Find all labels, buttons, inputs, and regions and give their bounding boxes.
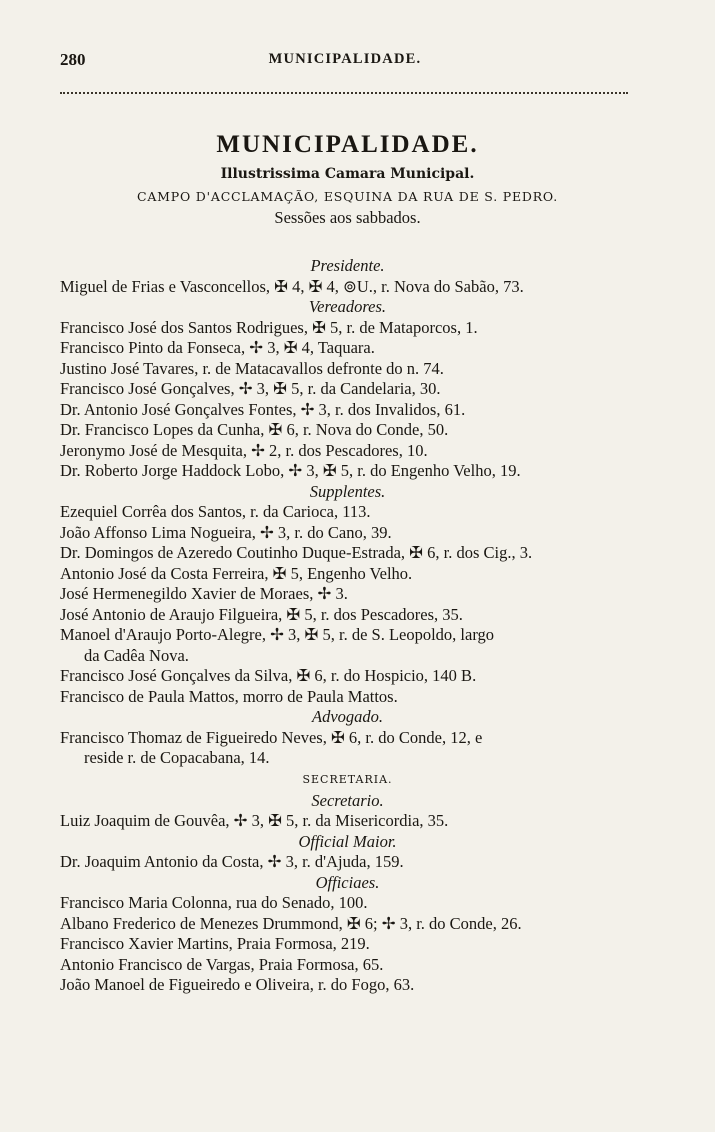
entry-line: Luiz Joaquim de Gouvêa, ✢ 3, ✠ 5, r. da Misericordia, 35. [60, 811, 449, 830]
page-number: 280 [60, 50, 86, 69]
entry-line: Justino José Tavares, r. de Matacavallos defronte do n. 74. [60, 358, 444, 378]
entry-line: Dr. Joaquim Antonio da Costa, ✢ 3, r. d'Ajuda, 159. [60, 852, 404, 871]
section-label: SECRETARIA. [302, 772, 393, 786]
entry-line: Francisco José Gonçalves da Silva, ✠ 6, r. do Hospicio, 140 B. [60, 666, 477, 685]
entry-line: Manoel d'Araujo Porto-Alegre, ✢ 3, ✠ 5, r. de S. Leopoldo, largo [60, 625, 495, 644]
entry-line: João Manoel de Figueiredo e Oliveira, r. do Fogo, 63. [60, 975, 415, 994]
section-label: Supplentes. [309, 481, 386, 501]
entry-line: Dr. Roberto Jorge Haddock Lobo, ✢ 3, ✠ 5, r. do Engenho Velho, 19. [60, 461, 521, 480]
entry-line: Francisco Pinto da Fonseca, ✢ 3, ✠ 4, Taquara. [60, 338, 375, 357]
entry-line: Dr. Antonio José Gonçalves Fontes, ✢ 3, r. dos Invalidos, 61. [60, 399, 466, 419]
entry-line: Francisco de Paula Mattos, morro de Paula Mattos. [60, 686, 398, 706]
section-label: Secretario. [311, 790, 384, 810]
entry-line: Francisco José dos Santos Rodrigues, ✠ 5, r. de Mataporcos, 1. [60, 317, 478, 337]
entry-line: Antonio José da Costa Ferreira, ✠ 5, Engenho Velho. [60, 563, 413, 583]
entry-line: Miguel de Frias e Vasconcellos, ✠ 4, ✠ 4, ⊚U., r. Nova do Sabão, 73. [60, 276, 524, 296]
entry-line: Ezequiel Corrêa dos Santos, r. da Carioca, 113. [60, 502, 371, 521]
entry-line: Albano Frederico de Menezes Drummond, ✠ 6; ✢ 3, r. do Conde, 26. [60, 913, 522, 933]
section-heading [60, 128, 635, 229]
entry-line: Francisco Thomaz de Figueiredo Neves, ✠ 6, r. do Conde, 12, e [60, 727, 483, 747]
entry-continuation: da Cadêa Nova. [84, 645, 189, 665]
entry-line: Dr. Domingos de Azeredo Coutinho Duque-Estrada, ✠ 6, r. dos Cig., 3. [60, 543, 533, 562]
entry-line: Francisco José Gonçalves, ✢ 3, ✠ 5, r. da Candelaria, 30. [60, 379, 441, 398]
entry-line: Dr. Francisco Lopes da Cunha, ✠ 6, r. Nova do Conde, 50. [60, 420, 449, 439]
section-label: Advogado. [311, 707, 384, 726]
entry-line: Francisco Maria Colonna, rua do Senado, 100. [60, 893, 368, 912]
section-sessions: Sessões aos sabbados. [274, 208, 421, 227]
header-rule [60, 92, 628, 94]
section-label: Presidente. [310, 256, 385, 275]
entry-continuation: reside r. de Copacabana, 14. [84, 748, 270, 767]
entry-line: José Hermenegildo Xavier de Moraes, ✢ 3. [60, 584, 348, 603]
entry-list [60, 256, 635, 996]
section-label: Officiaes. [315, 872, 380, 892]
entry-line: José Antonio de Araujo Filgueira, ✠ 5, r. dos Pescadores, 35. [60, 604, 463, 624]
running-head [60, 50, 630, 72]
entry-line: Jeronymo José de Mesquita, ✢ 2, r. dos Pescadores, 10. [60, 440, 428, 460]
section-address: CAMPO D'ACCLAMAÇÃO, ESQUINA DA RUA DE S. PEDRO. [136, 189, 559, 204]
section-label: Official Maior. [298, 831, 397, 851]
entry-line: Antonio Francisco de Vargas, Praia Formosa, 65. [60, 954, 384, 974]
section-subtitle: Illustrissima Camara Municipal. [220, 166, 475, 182]
running-title: MUNICIPALIDADE. [268, 51, 422, 67]
section-title: MUNICIPALIDADE. [216, 131, 479, 158]
entry-line: João Affonso Lima Nogueira, ✢ 3, r. do Cano, 39. [60, 522, 392, 542]
section-label: Vereadores. [308, 297, 387, 316]
entry-line: Francisco Xavier Martins, Praia Formosa, 219. [60, 934, 370, 953]
